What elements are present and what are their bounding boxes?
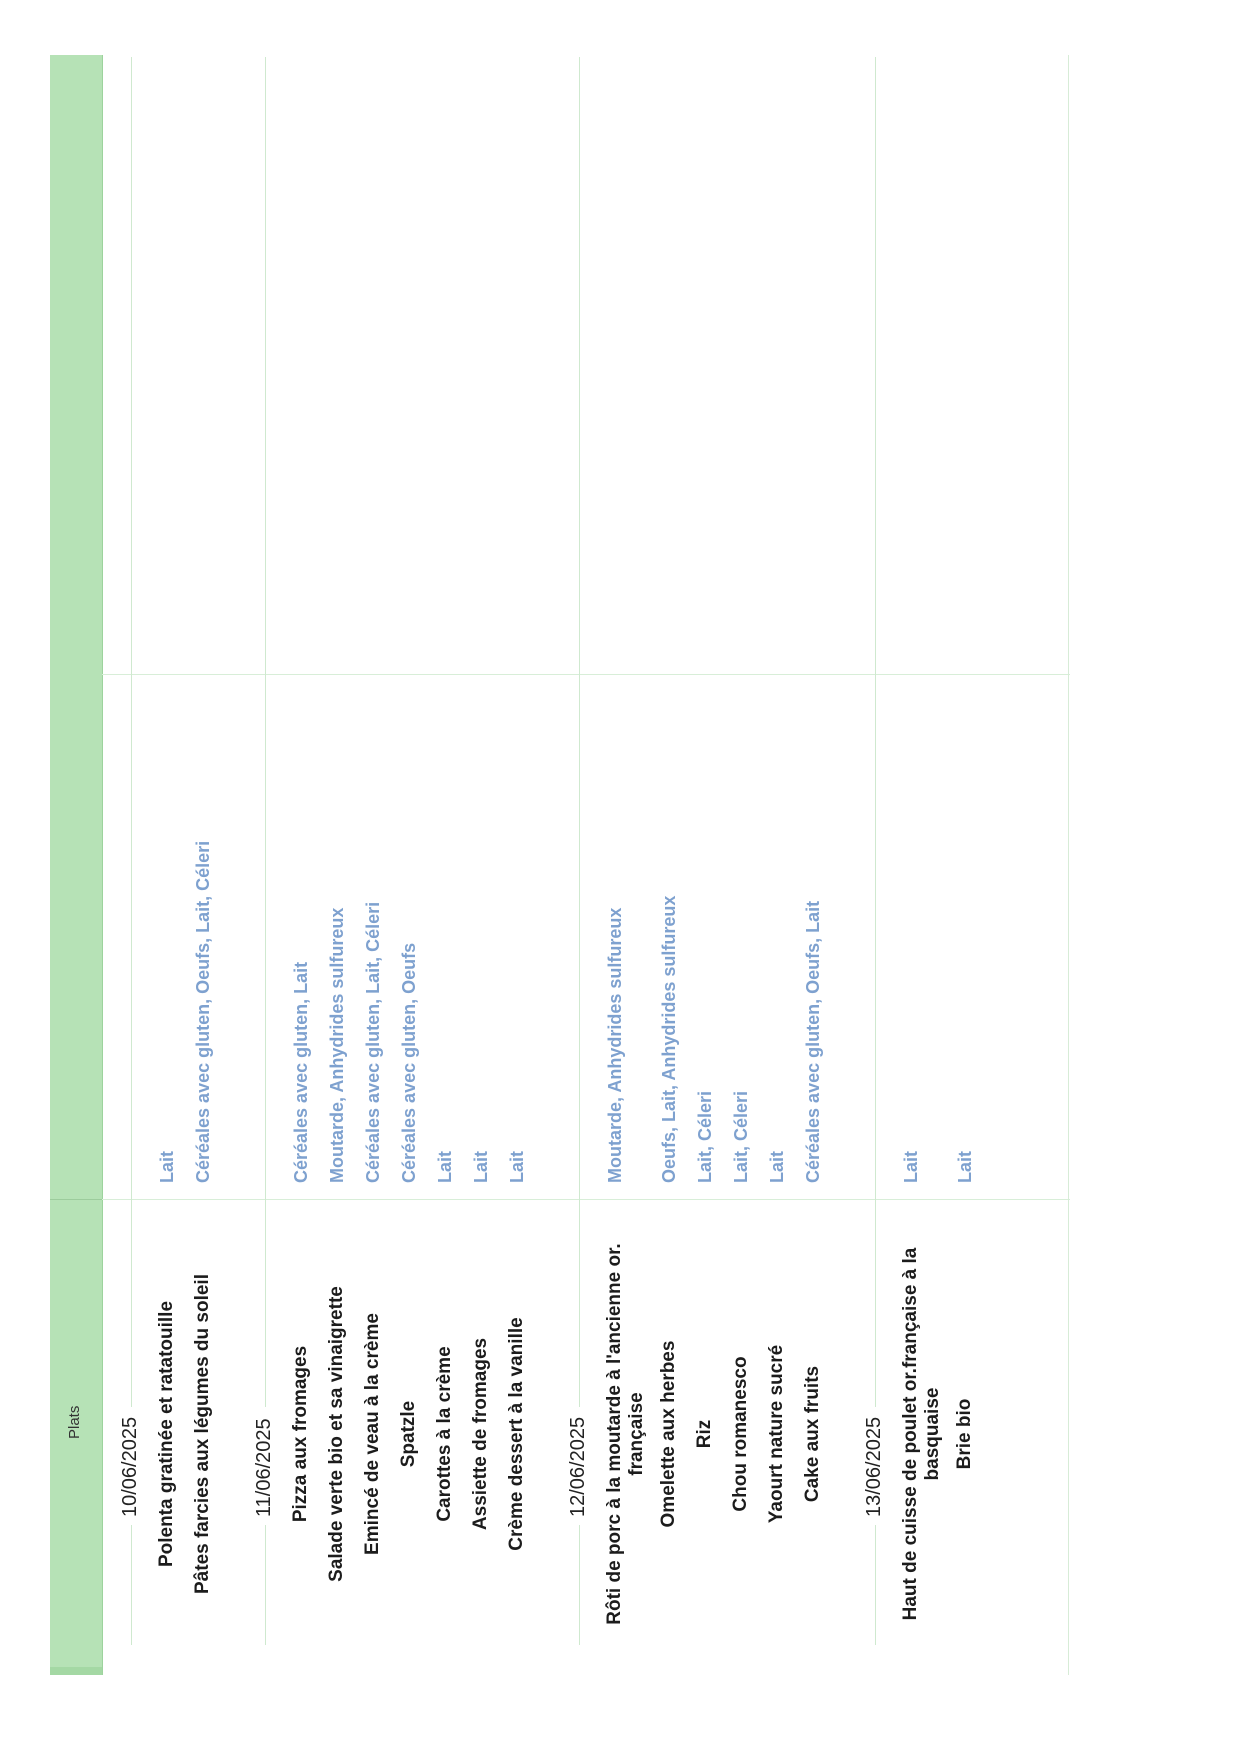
dish-name: Yaourt nature sucré bbox=[766, 1344, 787, 1524]
dish-name: Riz bbox=[694, 1419, 715, 1449]
dish-allergens: Lait bbox=[955, 1150, 975, 1183]
dish-name: Rôti de porc à la moutarde à l'ancienne or. française bbox=[604, 1243, 647, 1625]
date-separator-right bbox=[265, 57, 266, 1407]
dish-allergens: Lait bbox=[901, 1150, 921, 1183]
dish-name: Spatzle bbox=[398, 1400, 419, 1468]
dish-allergens: Céréales avec gluten, Oeufs bbox=[399, 942, 419, 1183]
header-divider bbox=[50, 1199, 102, 1200]
dish-name: Pizza aux fromages bbox=[290, 1345, 311, 1523]
date-separator-right bbox=[131, 57, 132, 1407]
dish-allergens: Lait bbox=[767, 1150, 787, 1183]
dish-allergens: Céréales avec gluten, Lait bbox=[291, 961, 311, 1183]
dish-allergens: Lait bbox=[435, 1150, 455, 1183]
table-bottom-border bbox=[1068, 55, 1069, 1675]
dish-allergens: Céréales avec gluten, Oeufs, Lait, Céleri bbox=[193, 840, 213, 1183]
date-separator-left bbox=[131, 1525, 132, 1645]
dish-allergens: Lait bbox=[157, 1150, 177, 1183]
dish-name: Assiette de fromages bbox=[470, 1337, 491, 1531]
dish-name: Omelette aux herbes bbox=[658, 1340, 679, 1528]
header-plats-label: Plats bbox=[66, 1405, 83, 1439]
dish-allergens: Moutarde, Anhydrides sulfureux bbox=[605, 907, 625, 1183]
dish-name: Pâtes farcies aux légumes du soleil bbox=[192, 1274, 213, 1594]
day-date: 13/06/2025 bbox=[863, 1416, 885, 1517]
day-date: 12/06/2025 bbox=[567, 1416, 589, 1517]
dish-name: Chou romanesco bbox=[730, 1356, 751, 1512]
dish-allergens: Céréales avec gluten, Lait, Céleri bbox=[363, 901, 383, 1183]
dish-allergens: Lait, Céleri bbox=[731, 1090, 751, 1183]
dish-allergens: Moutarde, Anhydrides sulfureux bbox=[327, 907, 347, 1183]
dish-name: Emincé de veau à la crème bbox=[362, 1313, 383, 1555]
date-separator-right bbox=[579, 57, 580, 1407]
dish-allergens: Lait bbox=[507, 1150, 527, 1183]
dish-name: Carottes à la crème bbox=[434, 1346, 455, 1522]
dish-allergens: Céréales avec gluten, Oeufs, Lait bbox=[803, 900, 823, 1183]
dish-name: Crème dessert à la vanille bbox=[506, 1317, 527, 1551]
allergen-table bbox=[50, 55, 1070, 1675]
table-header bbox=[50, 55, 103, 1675]
dish-name: Cake aux fruits bbox=[802, 1365, 823, 1503]
date-separator-left bbox=[265, 1525, 266, 1645]
date-separator-left bbox=[875, 1525, 876, 1645]
date-separator-right bbox=[875, 57, 876, 1407]
dish-name: Salade verte bio et sa vinaigrette bbox=[326, 1286, 347, 1582]
header-accent bbox=[50, 1667, 102, 1675]
dish-name: Polenta gratinée et ratatouille bbox=[156, 1300, 177, 1568]
day-date: 10/06/2025 bbox=[119, 1416, 141, 1517]
dish-name: Brie bio bbox=[954, 1398, 975, 1470]
column-divider bbox=[102, 674, 1070, 675]
dish-name: Haut de cuisse de poulet or.française à la basquaise bbox=[900, 1247, 943, 1621]
dish-allergens: Lait bbox=[471, 1150, 491, 1183]
dish-allergens: Lait, Céleri bbox=[695, 1090, 715, 1183]
date-separator-left bbox=[579, 1525, 580, 1645]
dish-allergens: Oeufs, Lait, Anhydrides sulfureux bbox=[659, 895, 679, 1183]
day-date: 11/06/2025 bbox=[253, 1418, 275, 1517]
